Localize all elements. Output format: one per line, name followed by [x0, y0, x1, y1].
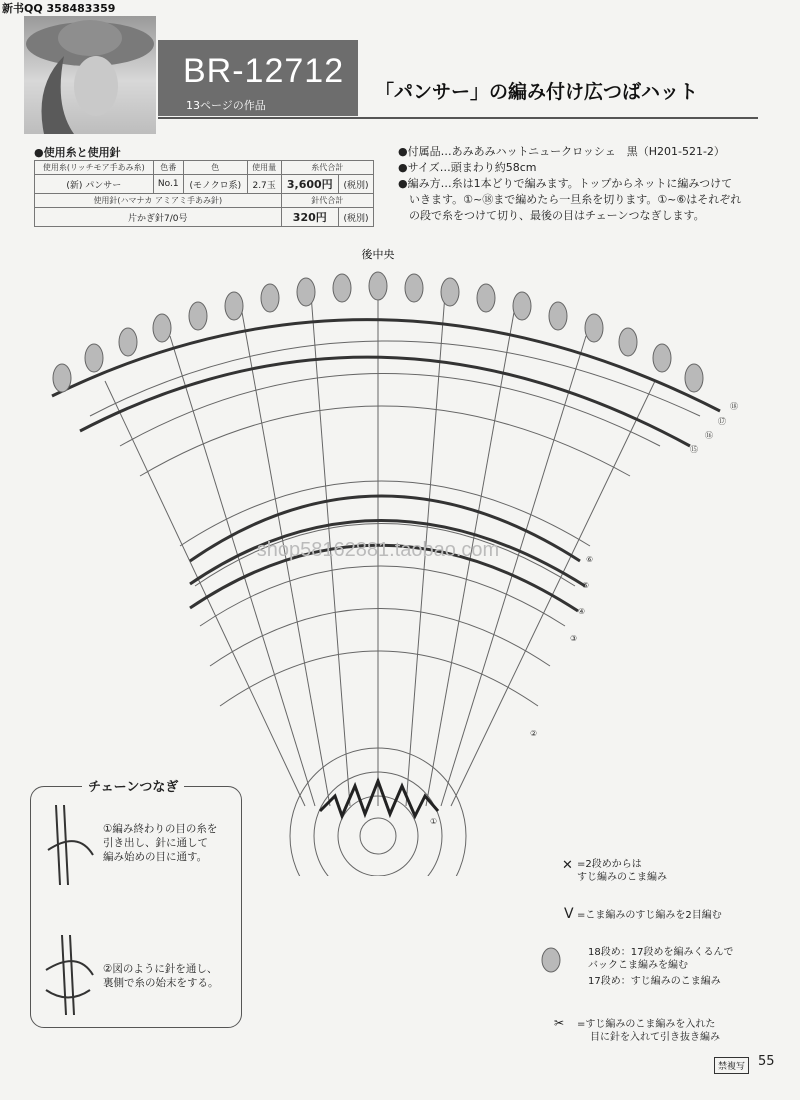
bobble-stitch-icon — [540, 946, 562, 974]
yarn-color: (モノクロ系) — [183, 175, 247, 194]
chain-step2-illustration — [38, 930, 98, 1020]
no-copy-badge: 禁複写 — [714, 1057, 749, 1074]
v-stitch-icon: V — [564, 906, 574, 922]
note-method-3: の段で糸をつけて切り、最後の目はチェーンつなぎします。 — [398, 209, 705, 222]
needle-name: 片かぎ針7/0号 — [35, 208, 282, 227]
materials-table — [34, 160, 374, 227]
page-number: 55 — [758, 1054, 775, 1069]
legend-1-line1: =2段めからは — [577, 859, 642, 870]
yarn-name: (新) パンサー — [35, 175, 154, 194]
yarn-colorno: No.1 — [153, 175, 183, 194]
row-mark-15: ⑮ — [690, 445, 698, 454]
x-stitch-icon: ✕ — [562, 858, 573, 873]
legend-4-line2: 目に針を入れて引き抜き編み — [590, 1032, 720, 1043]
row-mark-1: ① — [430, 817, 438, 826]
chain-step2-line1: ②図のように針を通し、 — [103, 963, 218, 975]
yarn-amount: 2.7玉 — [247, 175, 281, 194]
chain-step1-line3: 編み始めの目に通す。 — [103, 851, 208, 863]
row-mark-18: ⑱ — [730, 402, 738, 411]
th-colorno: 色番 — [153, 161, 183, 175]
pattern-subtitle: 13ページの作品 — [186, 99, 266, 112]
row-mark-4: ④ — [578, 607, 586, 616]
chain-step1-line1: ①編み終わりの目の糸を — [103, 823, 218, 835]
th-total: 糸代合計 — [281, 161, 373, 175]
pattern-code: BR-12712 — [183, 52, 345, 90]
legend-1-line2: すじ編みのこま編み — [577, 872, 667, 883]
note-method-1: ●編み方…糸は1本どりで編みます。トップからネットに編みつけて — [398, 177, 733, 190]
legend-2: =こま編みのすじ編みを2目編む — [577, 910, 722, 921]
back-center-label: 後中央 — [361, 248, 395, 261]
model-photo — [24, 16, 156, 134]
note-accessory: ●付属品…あみあみハットニュークロッシェ 黒（H201-521-2） — [398, 145, 725, 158]
chain-join-title: チェーンつなぎ — [82, 776, 184, 795]
materials-heading: ●使用糸と使用針 — [34, 146, 121, 159]
th-yarn: 使用糸(リッチモア手あみ糸) — [35, 161, 154, 175]
chain-step2-line2: 裏側で糸の始末をする。 — [103, 977, 219, 989]
chain-step1-line2: 引き出し、針に通して — [103, 837, 208, 849]
th-color: 色 — [183, 161, 247, 175]
yarn-tax: (税別) — [339, 175, 374, 194]
note-method-2: いきます。①~⑱まで編めたら一旦糸を切ります。①~⑥はそれぞれ — [398, 193, 742, 206]
row-mark-17: ⑰ — [718, 417, 726, 426]
yarn-price: 3,600円 — [281, 175, 339, 194]
title-divider — [158, 117, 758, 119]
slip-stitch-icon: ✂ — [554, 1016, 565, 1030]
legend-4-line1: =すじ編みのこま編みを入れた — [577, 1019, 716, 1030]
row-mark-16: ⑯ — [705, 431, 713, 440]
legend-3-line2: バックこま編みを編む — [588, 960, 688, 971]
row-mark-2: ② — [530, 729, 538, 738]
th-needle: 使用針(ハマナカ アミアミ手あみ針) — [35, 194, 282, 208]
page-title: 「パンサー」の編み付け広つばハット — [375, 81, 699, 103]
row-mark-5: ⑤ — [582, 581, 590, 590]
watermark: shop58162881.taobao.com — [256, 539, 500, 561]
row-mark-3: ③ — [570, 634, 578, 643]
needle-price: 320円 — [281, 208, 339, 227]
th-amount: 使用量 — [247, 161, 281, 175]
top-caption: 新书QQ 358483359 — [2, 2, 116, 15]
row-mark-6: ⑥ — [586, 555, 594, 564]
needle-tax: (税別) — [339, 208, 374, 227]
note-size: ●サイズ…頭まわり約58cm — [398, 161, 537, 174]
chain-step1-illustration — [38, 800, 98, 890]
legend-3-line3: 17段め：すじ編みのこま編み — [588, 976, 721, 987]
hat-model-image — [24, 16, 156, 134]
legend-3-line1: 18段め：17段めを編みくるんで — [588, 947, 734, 958]
th-needle-total: 針代合計 — [281, 194, 373, 208]
